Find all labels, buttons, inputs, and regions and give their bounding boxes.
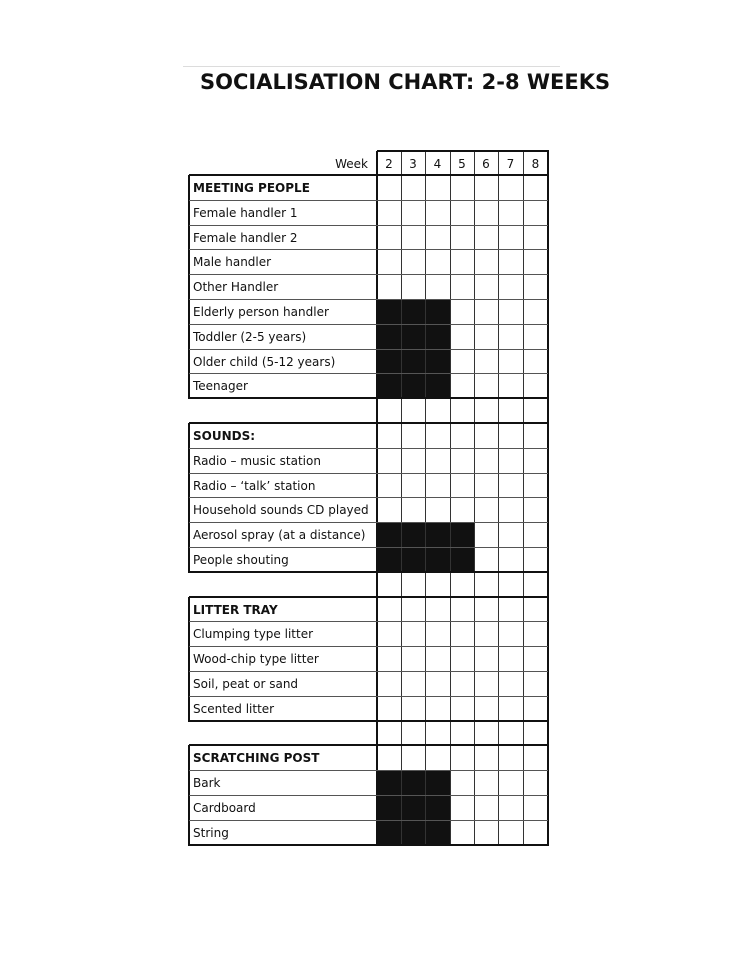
shaded-cell	[401, 324, 426, 350]
grid-line	[189, 844, 549, 846]
shaded-cell	[401, 522, 426, 548]
row-label: Elderly person handler	[193, 305, 329, 319]
shaded-cell	[401, 349, 426, 375]
grid-line	[189, 473, 548, 474]
shaded-cell	[425, 522, 451, 548]
week-number-6: 6	[482, 157, 490, 171]
grid-line	[189, 497, 548, 498]
grid-line	[189, 448, 548, 449]
shaded-cell	[377, 795, 402, 821]
grid-line	[189, 249, 548, 250]
shaded-cell	[377, 373, 402, 399]
row-label: Aerosol spray (at a distance)	[193, 528, 366, 543]
grid-line	[189, 422, 549, 424]
shaded-cell	[450, 547, 475, 573]
week-number-7: 7	[506, 157, 515, 171]
week-number-2: 2	[385, 157, 393, 171]
shaded-cell	[377, 547, 402, 573]
grid-line	[189, 795, 548, 796]
row-label: Clumping type litter	[193, 627, 314, 642]
row-label: Male handler	[193, 255, 272, 270]
grid-line	[189, 200, 548, 201]
shaded-cell	[377, 820, 402, 846]
shaded-cell	[401, 547, 426, 573]
shaded-cell	[401, 820, 426, 846]
row-label: Radio – ‘talk’ station	[193, 478, 316, 493]
grid-line	[189, 571, 549, 573]
page-title: SOCIALISATION CHART: 2-8 WEEKS	[200, 70, 611, 94]
shaded-cell	[425, 820, 451, 846]
row-label: Female handler 1	[193, 205, 298, 220]
week-number-4: 4	[433, 157, 442, 171]
grid-line	[189, 646, 548, 647]
row-label: Cardboard	[193, 801, 256, 815]
grid-line	[189, 397, 549, 399]
section-heading: LITTER TRAY	[193, 602, 278, 617]
shaded-cell	[401, 299, 426, 325]
grid-line	[189, 820, 548, 821]
grid-line	[189, 596, 549, 598]
section-heading: SOUNDS:	[193, 429, 256, 443]
shaded-cell	[425, 795, 451, 821]
shaded-cell	[377, 324, 402, 350]
row-label: Female handler 2	[193, 230, 298, 245]
shaded-cell	[377, 349, 402, 375]
week-number-8: 8	[531, 157, 540, 171]
shaded-cell	[450, 522, 475, 548]
grid-line	[189, 225, 548, 226]
grid-line	[189, 720, 549, 722]
grid-line	[189, 174, 549, 176]
row-label: Toddler (2-5 years)	[193, 329, 307, 344]
grid-line	[189, 522, 548, 523]
section-heading: SCRATCHING POST	[193, 751, 320, 766]
row-label: People shouting	[193, 553, 289, 567]
row-label: Radio – music station	[193, 453, 321, 468]
section-heading: MEETING PEOPLE	[193, 181, 310, 195]
row-label: Older child (5-12 years)	[193, 354, 336, 369]
grid-line	[189, 373, 548, 374]
grid-line	[189, 547, 548, 548]
grid-line	[189, 621, 548, 622]
grid-line	[189, 696, 548, 697]
grid-line	[189, 349, 548, 350]
row-label: Other Handler	[193, 280, 279, 295]
shaded-cell	[425, 770, 451, 796]
shaded-cell	[401, 373, 426, 399]
shaded-cell	[377, 770, 402, 796]
grid-line	[189, 770, 548, 771]
week-number-3: 3	[409, 157, 417, 171]
shaded-cell	[377, 299, 402, 325]
row-label: Soil, peat or sand	[193, 677, 299, 691]
shaded-cell	[425, 547, 451, 573]
shaded-cell	[401, 770, 426, 796]
row-label: Household sounds CD played	[193, 503, 369, 518]
shaded-cell	[425, 324, 451, 350]
shaded-cell	[377, 522, 402, 548]
shaded-cell	[425, 373, 451, 399]
grid-line	[188, 175, 190, 399]
grid-line	[189, 324, 548, 325]
grid-line	[189, 274, 548, 275]
shaded-cell	[425, 299, 451, 325]
grid-line	[377, 150, 549, 152]
grid-line	[188, 597, 190, 722]
row-label: Scented litter	[193, 701, 275, 716]
week-header-label: Week	[335, 157, 368, 171]
grid-line	[189, 671, 548, 672]
grid-line	[189, 744, 549, 746]
row-label: Bark	[193, 776, 221, 791]
week-number-5: 5	[458, 157, 466, 171]
grid-line	[189, 299, 548, 300]
shaded-cell	[401, 795, 426, 821]
row-label: Teenager	[193, 379, 248, 394]
shaded-cell	[425, 349, 451, 375]
row-label: String	[193, 825, 229, 840]
row-label: Wood-chip type litter	[193, 652, 319, 667]
